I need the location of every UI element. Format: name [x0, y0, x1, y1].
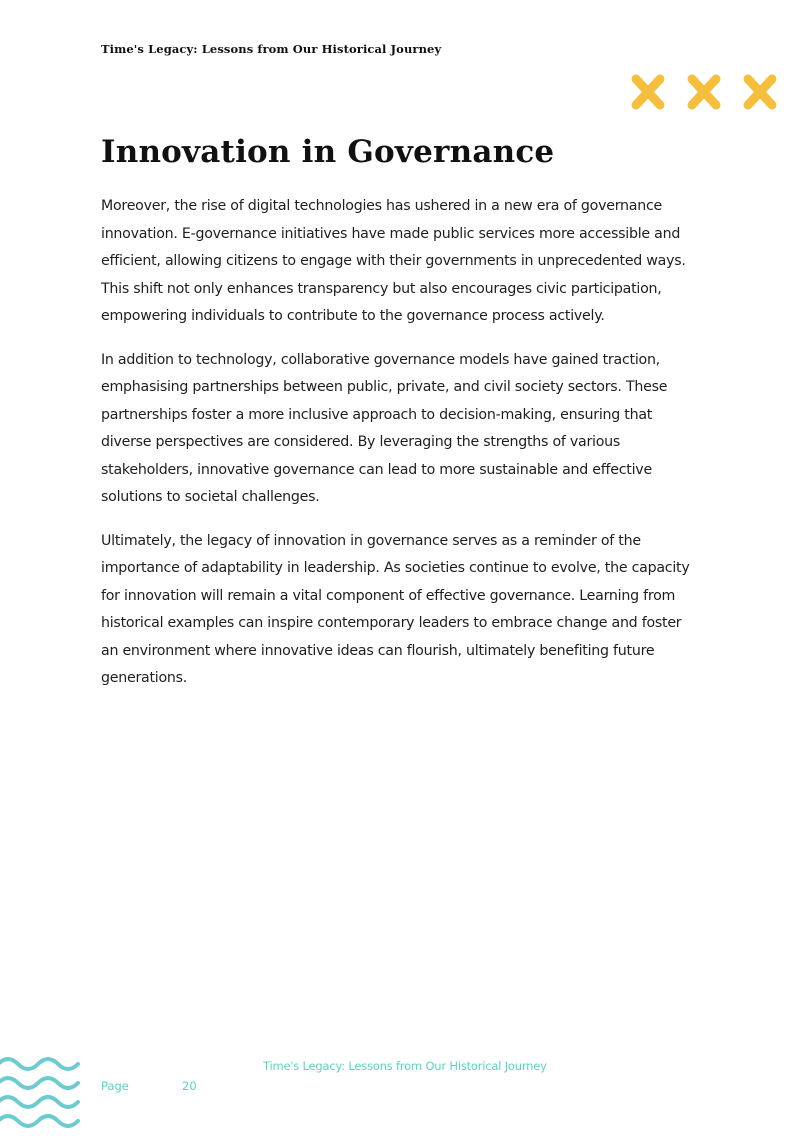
- paragraph-1: Moreover, the rise of digital technologies has ushered in a new era of governance innovation. E-governance initiatives have made public services more accessible and efficient, allowing citizens to engage with their governments in unprecedented ways. This shift not only enhances transparency but also encourages civic participation, empowering individuals to contribute to the governance process actively.: [101, 198, 686, 324]
- running-header: Time's Legacy: Lessons from Our Historical Journey: [101, 42, 442, 56]
- footer-title: Time's Legacy: Lessons from Our Historical Journey: [263, 1059, 547, 1073]
- paragraph-2: In addition to technology, collaborative governance models have gained traction, emphasising partnerships between public, private, and civil society sectors. These partnerships foster a more inclusive approach to decision-making, ensuring that diverse perspectives are considered. By leveraging the strengths of various stakeholders, innovative governance can lead to more sustainable and effective solutions to societal challenges.: [101, 351, 668, 505]
- waves-icon: [0, 1052, 84, 1132]
- page-number: 20: [182, 1079, 197, 1093]
- body-text: [101, 193, 701, 709]
- x-marks-icon: [628, 72, 780, 114]
- footer-page-label: Page: [101, 1079, 129, 1093]
- page-title: Innovation in Governance: [101, 134, 555, 170]
- paragraph-3: Ultimately, the legacy of innovation in governance serves as a reminder of the importance of adaptability in leadership. As societies continue to evolve, the capacity for innovation will remain a vital component of effective governance. Learning from historical examples can inspire contemporary leaders to embrace change and foster an environment where innovative ideas can flourish, ultimately benefiting future generations.: [101, 532, 690, 686]
